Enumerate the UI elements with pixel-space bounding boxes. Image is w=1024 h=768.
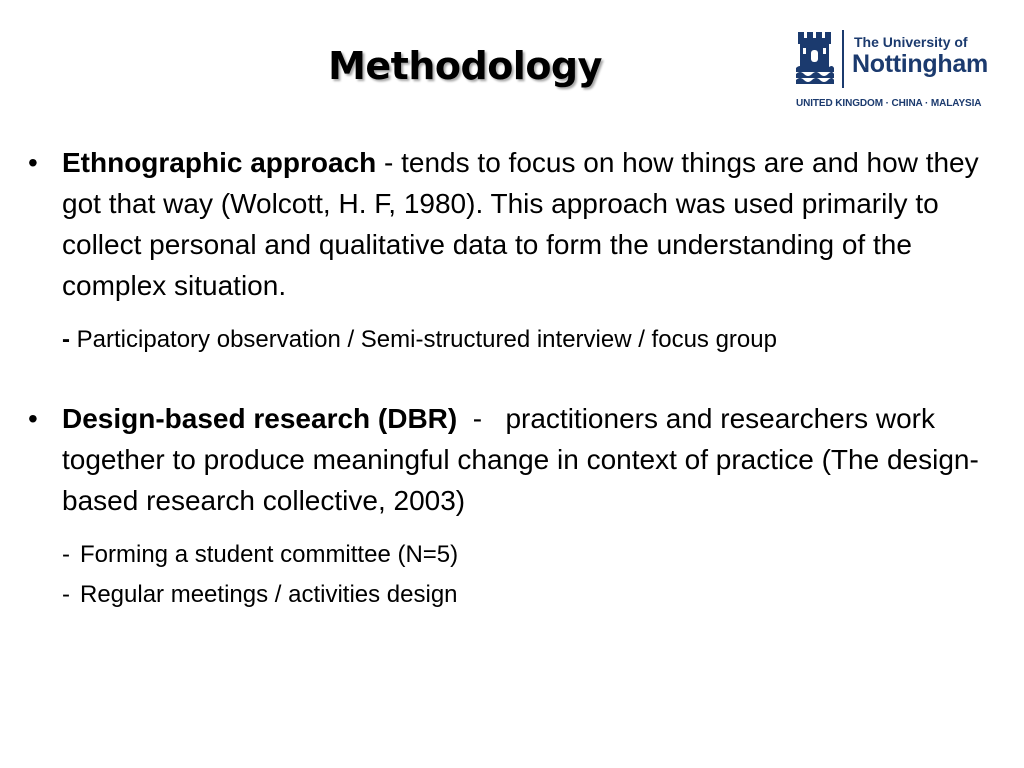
sub-item-committee — [22, 535, 992, 575]
sub-item-text: Forming a student committee (N=5) — [80, 541, 459, 568]
bullet-text: - tends to focus on how things are and how they got that way (Wolcott, H. F, 1980). This approach was used primarily to collect personal and qualitative data to form the understanding of the complex situation. — [62, 147, 979, 301]
sub-item-dash: - — [62, 581, 70, 608]
logo-divider — [842, 30, 844, 88]
bullet-term: Ethnographic approach — [62, 147, 377, 178]
sub-item-dash: - — [62, 541, 70, 568]
bullet-marker: • — [28, 147, 38, 178]
sub-item-dash: - — [62, 326, 70, 353]
sub-item-meetings — [22, 575, 992, 615]
sub-item-participatory — [22, 320, 992, 360]
bullet-term: Design-based research (DBR) — [62, 403, 458, 434]
logo-nottingham: Nottingham — [852, 50, 988, 78]
slide-content — [22, 142, 992, 615]
sub-item-text: Participatory observation / Semi-structured interview / focus group — [70, 326, 777, 353]
bullet-marker: • — [28, 403, 38, 434]
bullet-dbr — [22, 398, 992, 521]
sub-item-text: Regular meetings / activities design — [80, 581, 458, 608]
university-logo — [794, 28, 1004, 118]
logo-campuses: UNITED KINGDOM · CHINA · MALAYSIA — [796, 98, 982, 109]
bullet-text: - practitioners and researchers work together to produce meaningful change in context of practice (The design-based research collective, 2003) — [62, 403, 979, 516]
bullet-ethnographic — [22, 142, 992, 306]
castle-crest-icon — [794, 30, 834, 86]
logo-university-of: The University of — [854, 34, 968, 50]
slide-title: Methodology — [328, 44, 602, 88]
